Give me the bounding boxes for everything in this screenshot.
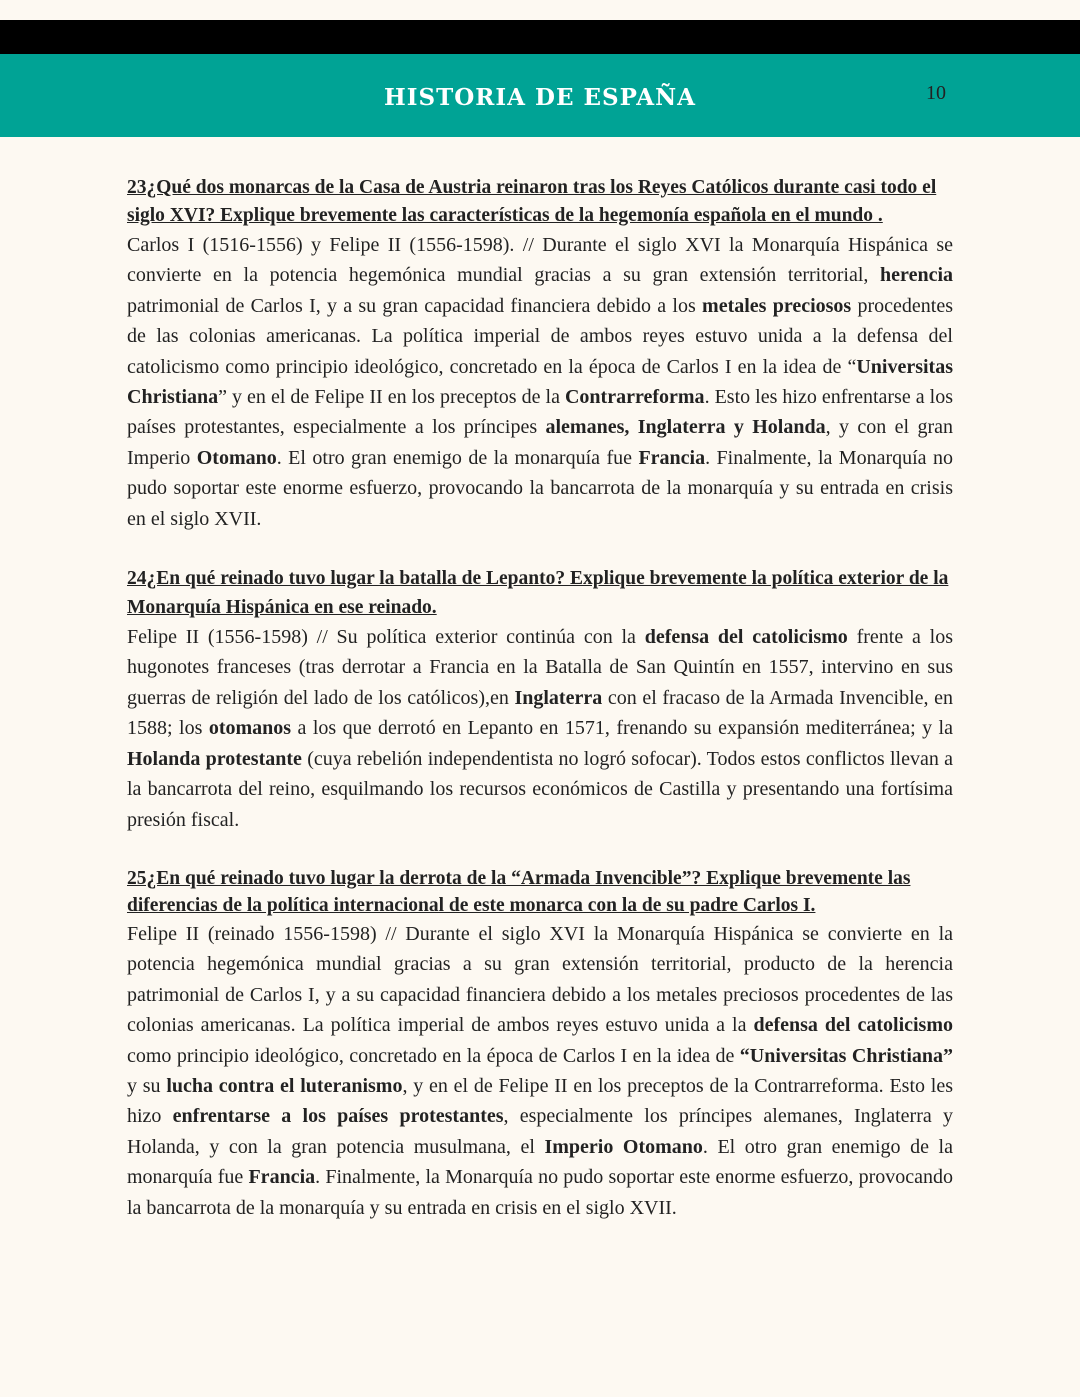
answer-text: a los que derrotó en Lepanto en 1571, frenando su expansión mediterránea; y la [291,717,953,740]
answer-bold: Otomano [196,446,277,469]
question-block-25 [127,865,953,1223]
answer-23 [127,230,953,534]
answer-text: . Finalmente, la Monarquía no pudo soportar este enorme esfuerzo, provocando la bancarrota de la monarquía y su entrada en crisis en el siglo XVII. [127,446,953,530]
answer-bold: Francia [638,446,706,469]
answer-text: . Finalmente, la Monarquía no pudo soportar este enorme esfuerzo, provocando la bancarrota de la monarquía y su entrada en crisis en el siglo XVII. [127,1166,953,1219]
question-23: 23¿Qué dos monarcas de la Casa de Austria reinaron tras los Reyes Católicos durante casi todo el siglo XVI? Explique brevemente las características de la hegemonía española en el mundo . [127,177,937,226]
answer-bold: otomanos [208,717,292,740]
answer-bold: herencia [880,264,953,287]
answer-bold: Inglaterra [514,686,603,709]
question-block-23 [127,174,953,534]
answer-text: frente a los hugonotes franceses (tras derrotar a Francia en la Batalla de San Quintín en 1557, intervino en sus guerras de religión del lado de los católicos),en [127,626,953,709]
answer-bold: lucha contra el luteranismo [166,1074,403,1097]
answer-text: y su [127,1074,167,1097]
answer-text: Felipe II (reinado 1556-1598) // Durante el siglo XVI la Monarquía Hispánica se convierte en la potencia hegemónica mundial gracias a su gran extensión territorial, producto de la herencia patrimonial de Carlos I, y a su capacidad financiera debido a los metales preciosos procedentes de las colonias americanas. La política imperial de ambos reyes estuvo unida a la [127,922,953,1037]
answer-text: . El otro gran enemigo de la monarquía fue [276,446,639,469]
answer-text: . Esto les hizo enfrentarse a los países protestantes, especialmente a los príncipes [127,386,953,439]
top-black-bar [0,20,1080,54]
answer-bold: alemanes, Inglaterra y Holanda [545,416,826,439]
answer-bold: Imperio Otomano [544,1135,703,1158]
answer-text: patrimonial de Carlos I, y a su gran capacidad financiera debido a los [127,294,703,317]
question-block-24 [127,564,953,835]
answer-bold: enfrentarse a los países protestantes [172,1105,504,1128]
answer-bold: metales preciosos [702,294,852,317]
answer-bold: Francia [248,1166,316,1189]
answer-bold: defensa del catolicismo [753,1014,953,1037]
question-25: 25¿En qué reinado tuvo lugar la derrota de la “Armada Invencible”? Explique brevemente las diferencias de la política internacional de este monarca con la de su padre Carlos I. [127,867,911,916]
answer-24 [127,622,953,835]
answer-bold: “Universitas Christiana” [739,1044,953,1067]
answer-bold: Contrarreforma [564,386,705,409]
answer-25 [127,919,953,1223]
answer-text: (cuya rebelión independentista no logró sofocar). Todos estos conflictos llevan a la bancarrota del reino, esquilmando los recursos económicos de Castilla y presentando una fortísima presión fiscal. [127,747,954,831]
answer-text: ” y en el de Felipe II en los preceptos de la [218,386,565,409]
answer-text: con el fracaso de la Armada Invencible, en 1588; los [127,686,953,740]
page-title: HISTORIA DE ESPAÑA [384,84,696,111]
answer-text: como principio ideológico, concretado en la época de Carlos I en la idea de [127,1044,740,1067]
page-number: 10 [926,82,946,104]
answer-text: Felipe II (1556-1598) // Su política exterior continúa con la [127,626,645,649]
document-body [127,174,953,1223]
answer-bold: defensa del catolicismo [644,626,848,649]
answer-text: , y en el de Felipe II en los preceptos de la Contrarreforma. Esto les hizo [127,1074,953,1128]
answer-text: Carlos I (1516-1556) y Felipe II (1556-1598). // Durante el siglo XVI la Monarquía Hispánica se convierte en la potencia hegemónica mundial gracias a su gran extensión territorial, [127,234,953,287]
answer-text: . El otro gran enemigo de la monarquía fue [127,1135,953,1189]
answer-text: , especialmente los príncipes alemanes, Inglaterra y Holanda, y con la gran potencia musulmana, el [127,1105,953,1158]
answer-bold: Holanda protestante [127,747,302,770]
answer-text: , y con el gran Imperio [127,416,953,469]
answer-bold: Universitas Christiana [127,355,953,409]
question-24: 24¿En qué reinado tuvo lugar la batalla de Lepanto? Explique brevemente la política exterior de la Monarquía Hispánica en ese reinado. [127,568,949,619]
answer-text: procedentes de las colonias americanas. La política imperial de ambos reyes estuvo unida a la defensa del catolicismo como principio ideológico, concretado en la época de Carlos I en la idea de “ [127,294,953,378]
page-header [0,54,1080,137]
